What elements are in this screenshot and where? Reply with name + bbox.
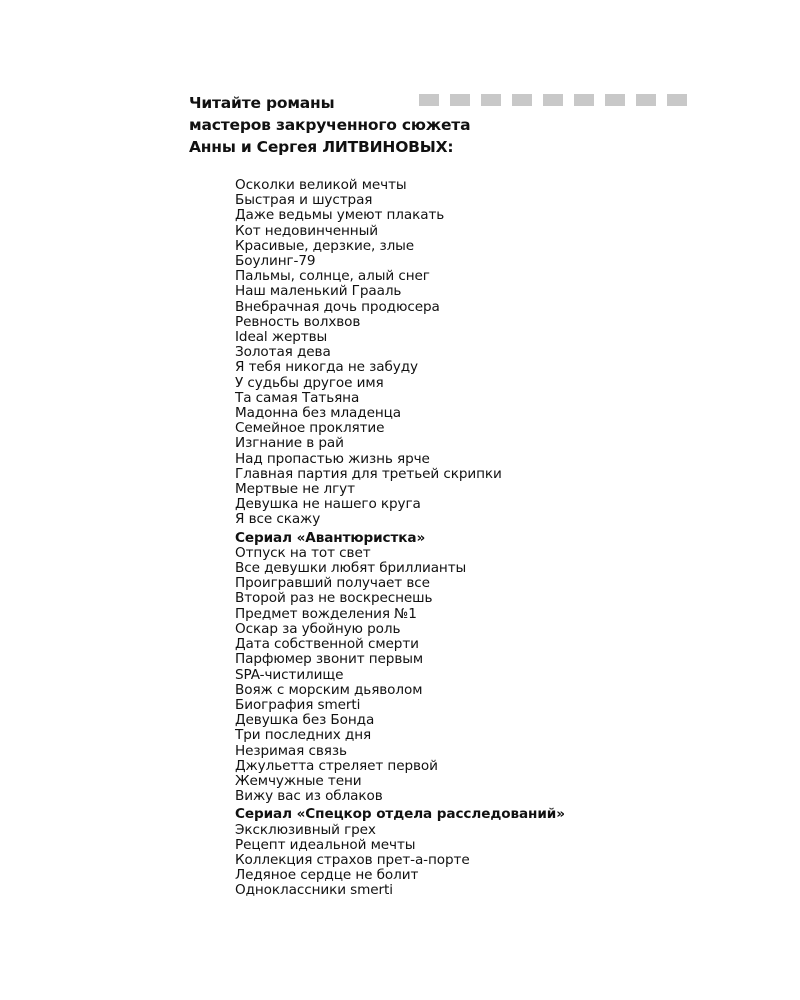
decorative-square	[450, 94, 470, 106]
book-title: Ледяное сердце не болит	[235, 867, 419, 884]
decorative-square	[481, 94, 501, 106]
book-title: Проигравший получает все	[235, 575, 430, 592]
decorative-square	[636, 94, 656, 106]
book-title: Ревность волхвов	[235, 313, 361, 330]
book-title: Наш маленький Грааль	[235, 283, 402, 300]
decorative-squares	[419, 94, 687, 106]
book-title: Кот недовинченный	[235, 222, 378, 239]
heading-line-3: Анны и Сергея ЛИТВИНОВЫХ:	[189, 138, 454, 156]
book-title: Биография smerti	[235, 696, 361, 713]
book-title: Главная партия для третьей скрипки	[235, 465, 502, 482]
book-title: Коллекция страхов прет-а-порте	[235, 851, 470, 868]
book-title: Вояж с морским дьяволом	[235, 681, 423, 698]
book-title: Мадонна без младенца	[235, 405, 402, 422]
decorative-square	[574, 94, 594, 106]
book-title: Дата собственной смерти	[235, 636, 419, 653]
book-title: Все девушки любят бриллианты	[235, 560, 467, 577]
book-title: Незримая связь	[235, 742, 347, 759]
decorative-square	[543, 94, 563, 106]
book-title: Семейное проклятие	[235, 420, 385, 437]
book-list	[235, 178, 565, 899]
book-title: Парфюмер звонит первым	[235, 651, 424, 668]
book-title: Пальмы, солнце, алый снег	[235, 268, 430, 285]
series-heading: Сериал «Спецкор отдела расследований»	[235, 806, 565, 823]
book-title: Я все скажу	[235, 511, 321, 528]
book-title: Золотая дева	[235, 344, 331, 361]
book-title: Отпуск на тот свет	[235, 544, 371, 561]
book-title: Предмет вожделения №1	[235, 605, 417, 622]
book-title: Я тебя никогда не забуду	[235, 359, 418, 376]
book-title: Рецепт идеальной мечты	[235, 836, 416, 853]
decorative-square	[512, 94, 532, 106]
book-title: Боулинг-79	[235, 253, 316, 270]
book-title: Та самая Татьяна	[235, 389, 360, 406]
heading-line-2: мастеров закрученного сюжета	[189, 116, 471, 134]
book-title: Оскар за убойную роль	[235, 620, 401, 637]
book-title: Жемчужные тени	[235, 772, 362, 789]
book-title: Девушка не нашего круга	[235, 496, 421, 513]
book-title: Мертвые не лгут	[235, 481, 355, 498]
decorative-square	[419, 94, 439, 106]
book-title: Девушка без Бонда	[235, 712, 375, 729]
book-title: У судьбы другое имя	[235, 374, 384, 391]
book-title: Изгнание в рай	[235, 435, 344, 452]
book-title: Над пропастью жизнь ярче	[235, 450, 430, 467]
book-title: Второй раз не воскреснешь	[235, 590, 433, 607]
decorative-square	[667, 94, 687, 106]
book-title: Внебрачная дочь продюсера	[235, 298, 440, 315]
series-heading: Сериал «Авантюристка»	[235, 529, 426, 546]
book-title: Быстрая и шустрая	[235, 192, 373, 209]
book-title: Одноклассники smerti	[235, 882, 393, 899]
book-title: Даже ведьмы умеют плакать	[235, 207, 445, 224]
book-title: Ideal жертвы	[235, 329, 328, 346]
book-title: Красивые, дерзкие, злые	[235, 237, 415, 254]
book-title: SPA-чистилище	[235, 666, 344, 683]
book-title: Три последних дня	[235, 727, 372, 744]
book-title: Вижу вас из облаков	[235, 788, 383, 805]
book-title: Эксклюзивный грех	[235, 821, 376, 838]
book-title: Джульетта стреляет первой	[235, 757, 438, 774]
heading-line-1: Читайте романы	[189, 94, 335, 112]
decorative-square	[605, 94, 625, 106]
book-title: Осколки великой мечты	[235, 177, 407, 193]
